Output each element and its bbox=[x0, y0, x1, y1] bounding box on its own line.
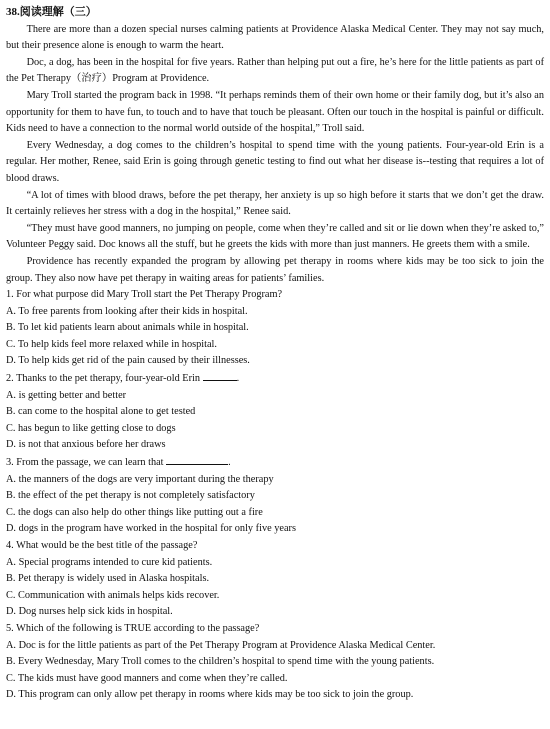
option-c: C. To help kids feel more relaxed while in hospital. bbox=[6, 338, 217, 350]
question-stem: 5. Which of the following is TRUE according to the passage? bbox=[6, 622, 260, 634]
answer-blank bbox=[203, 370, 237, 381]
passage-paragraph-2: Doc, a dog, has been in the hospital for five years. Rather than helping put out a fire, he’s here for the little patients as part of the Pet Therapy（治疗）Program at Providence. bbox=[6, 56, 544, 85]
passage-paragraph-4: Every Wednesday, a dog comes to the children’s hospital to spend time with the young patients. Four-year-old Erin is a regular. Her mother, Renee, said Erin is going through genetic testing to find out what her disease is--testing that requires a lot of blood draws. bbox=[6, 139, 544, 184]
answer-blank bbox=[166, 454, 228, 465]
option-b: B. the effect of the pet therapy is not completely satisfactory bbox=[6, 490, 255, 502]
question-stem: 2. Thanks to the pet therapy, four-year-old Erin bbox=[6, 373, 201, 385]
option-d: D. Dog nurses help sick kids in hospital. bbox=[6, 606, 173, 618]
question-stem-end: . bbox=[236, 373, 240, 385]
option-b: B. can come to the hospital alone to get tested bbox=[6, 406, 196, 418]
question-stem: 1. For what purpose did Mary Troll start the Pet Therapy Program? bbox=[6, 289, 283, 301]
question-2 bbox=[6, 370, 544, 454]
question-5 bbox=[6, 621, 544, 704]
option-d: D. This program can only allow pet therapy in rooms where kids may be too sick to join the group. bbox=[6, 689, 414, 701]
passage-paragraph-3: Mary Troll started the program back in 1998. “It perhaps reminds them of their own home or their family dog, but it’s also an opportunity for them to have fun, to touch and to have that touch be pleasant. Often our touch in the hospital is painful or difficult. Kids need to have a connection to the normal world outside of the hospital,” Troll said. bbox=[6, 89, 544, 135]
option-b: B. Pet therapy is widely used in Alaska hospitals. bbox=[6, 573, 210, 585]
passage-body bbox=[6, 22, 544, 288]
option-d: D. is not that anxious before her draws bbox=[6, 439, 166, 451]
option-c: C. The kids must have good manners and come when they’re called. bbox=[6, 672, 288, 684]
option-a: A. Doc is for the little patients as part of the Pet Therapy Program at Providence Alaska Medical Center. bbox=[6, 639, 436, 651]
option-b: B. Every Wednesday, Mary Troll comes to the children’s hospital to spend time with the young patients. bbox=[6, 656, 435, 668]
option-c: C. Communication with animals helps kids recover. bbox=[6, 589, 220, 601]
question-1 bbox=[6, 287, 544, 370]
question-stem-end: . bbox=[228, 457, 231, 469]
passage-paragraph-7: Providence has recently expanded the program by allowing pet therapy in rooms where kids may be too sick to join the group. They also now have pet therapy in waiting areas for patients’ families. bbox=[6, 255, 544, 284]
passage-paragraph-5: “A lot of times with blood draws, before the pet therapy, her anxiety is up so high before it starts that we don’t get the draw. It certainly relieves her stress with a dog in the hospital,” Renee said. bbox=[6, 189, 544, 218]
question-stem-line bbox=[6, 370, 544, 388]
option-a: A. Special programs intended to cure kid patients. bbox=[6, 556, 213, 568]
option-a: A. To free parents from looking after their kids in hospital. bbox=[6, 305, 248, 317]
question-stem-line bbox=[6, 454, 544, 472]
question-4 bbox=[6, 538, 544, 621]
option-a: A. the manners of the dogs are very important during the therapy bbox=[6, 473, 274, 485]
option-c: C. the dogs can also help do other things like putting out a fire bbox=[6, 506, 263, 518]
section-heading: 38.阅读理解（三） bbox=[6, 6, 97, 18]
passage-paragraph-1: There are more than a dozen special nurses calming patients at Providence Alaska Medical Center. They may not say much, but their presence alone is enough to warm the heart. bbox=[6, 23, 544, 52]
passage-paragraph-6: “They must have good manners, no jumping on people, come when they’re called and sit or lie down when they’re asked to,” Volunteer Peggy said. Doc knows all the stuff, but he greets the kids with more than just manners. He greets them with a smile. bbox=[6, 222, 544, 251]
option-d: D. To help kids get rid of the pain caused by their illnesses. bbox=[6, 355, 250, 367]
question-3 bbox=[6, 454, 544, 538]
option-b: B. To let kid patients learn about animals while in hospital. bbox=[6, 322, 249, 334]
option-c: C. has begun to like getting close to dogs bbox=[6, 422, 176, 434]
option-a: A. is getting better and better bbox=[6, 389, 127, 401]
question-list bbox=[6, 287, 544, 704]
question-stem: 4. What would be the best title of the passage? bbox=[6, 540, 198, 551]
question-stem: 3. From the passage, we can learn that bbox=[6, 457, 164, 469]
option-d: D. dogs in the program have worked in the hospital for only five years bbox=[6, 523, 296, 535]
